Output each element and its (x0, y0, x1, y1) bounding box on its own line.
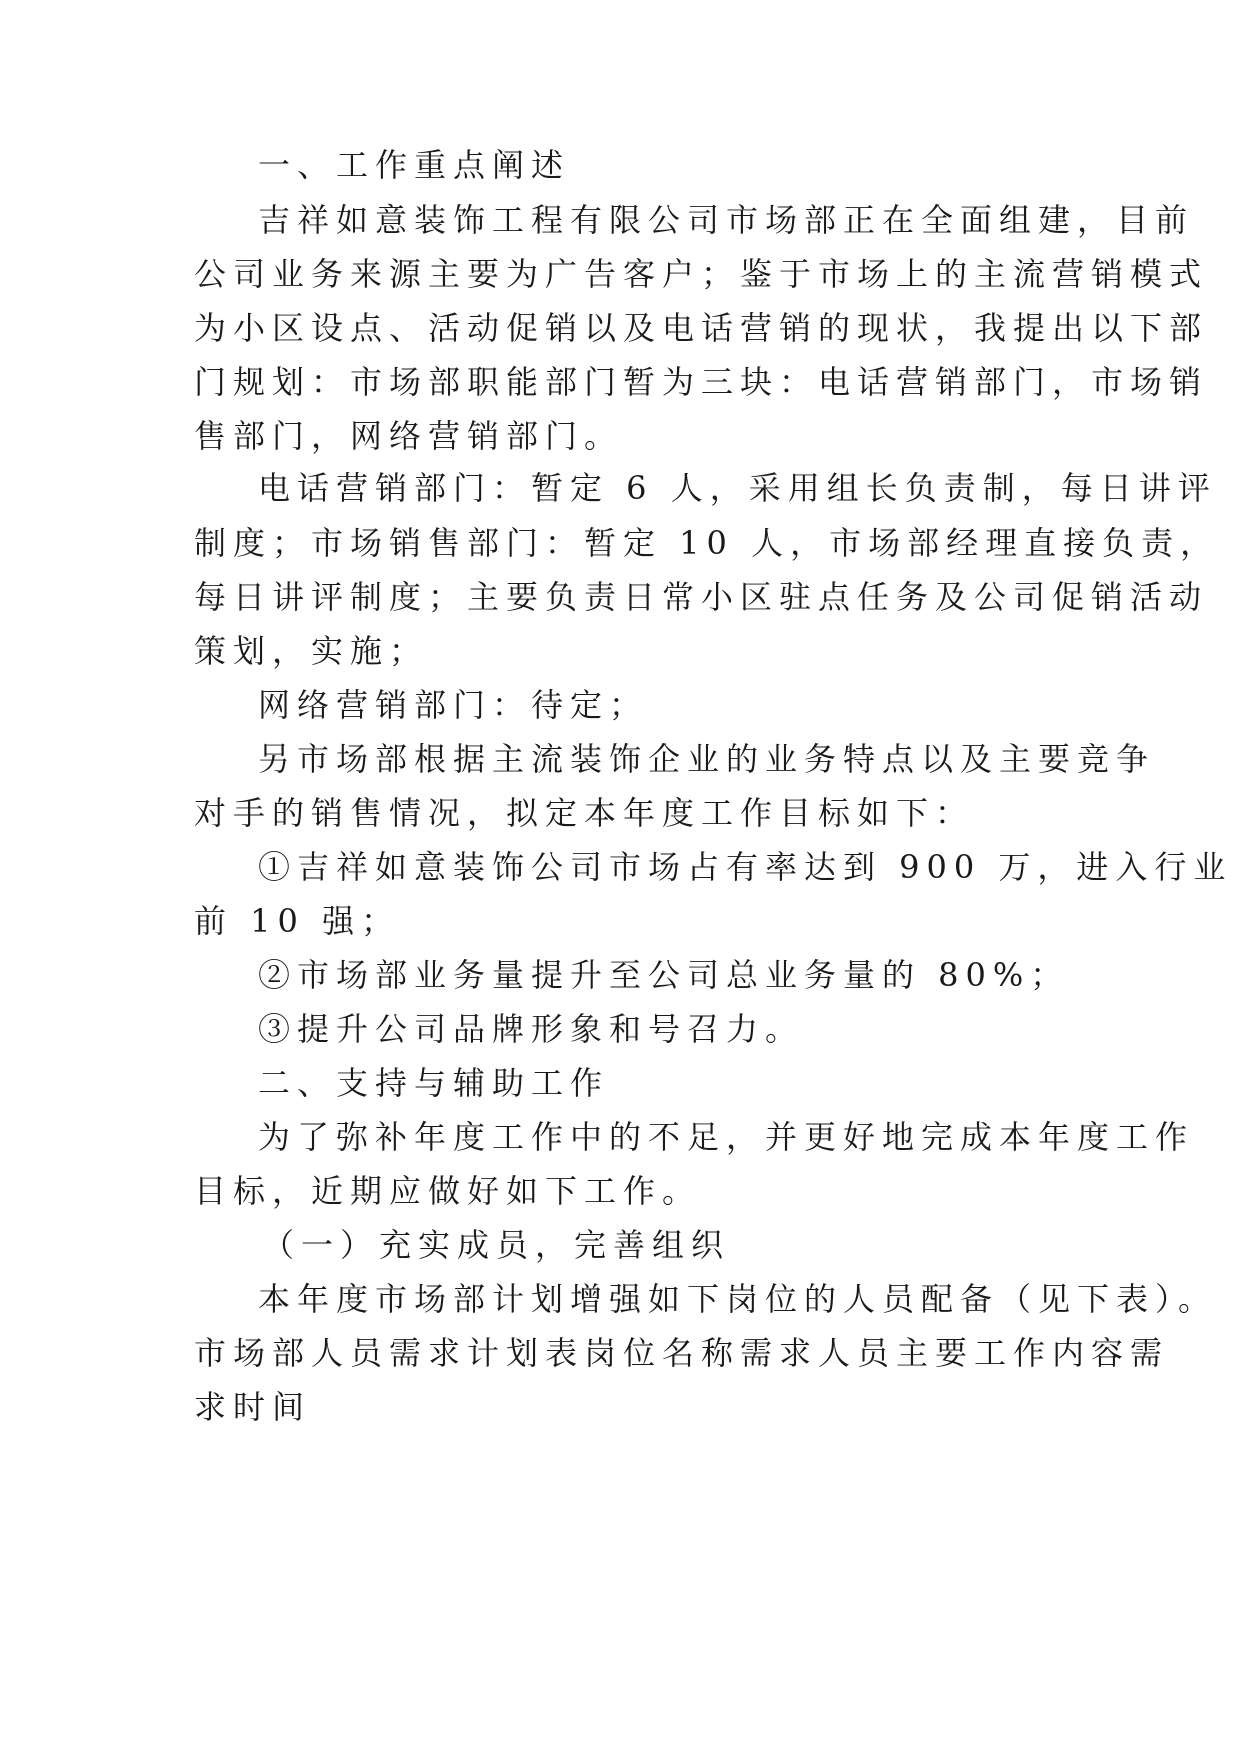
paragraph-line: 公司业务来源主要为广告客户；鉴于市场上的主流营销模式 (194, 255, 1209, 293)
paragraph-line: 门规划：市场部职能部门暂为三块：电话营销部门，市场销 (194, 363, 1209, 401)
goal-item-2: ②市场部业务量提升至公司总业务量的 80%； (258, 956, 1070, 994)
paragraph-line: 市场部人员需求计划表岗位名称需求人员主要工作内容需 (194, 1334, 1170, 1372)
paragraph-line: 目标，近期应做好如下工作。 (194, 1172, 702, 1210)
subsection-heading: （一）充实成员，完善组织 (262, 1226, 731, 1264)
paragraph-line: 吉祥如意装饰工程有限公司市场部正在全面组建，目前 (258, 201, 1195, 239)
paragraph-line: 网络营销部门：待定； (258, 686, 649, 724)
paragraph-line: 售部门，网络营销部门。 (194, 417, 624, 455)
section-heading-1: 一、工作重点阐述 (258, 146, 571, 184)
paragraph-line: 电话营销部门：暂定 6 人，采用组长负责制，每日讲评 (258, 469, 1217, 507)
section-heading-2: 二、支持与辅助工作 (258, 1064, 610, 1102)
paragraph-line: 前 10 强； (194, 902, 401, 940)
paragraph-line: 为了弥补年度工作中的不足，并更好地完成本年度工作 (258, 1118, 1195, 1156)
goal-item-3: ③提升公司品牌形象和号召力。 (258, 1010, 805, 1048)
paragraph-line: 求时间 (194, 1388, 312, 1426)
paragraph-line: 策划，实施； (194, 632, 429, 670)
paragraph-line: 对手的销售情况，拟定本年度工作目标如下： (194, 794, 975, 832)
paragraph-line: 另市场部根据主流装饰企业的业务特点以及主要竞争 (258, 740, 1156, 778)
goal-item-1: ①吉祥如意装饰公司市场占有率达到 900 万，进入行业 (258, 848, 1233, 886)
paragraph-line: 每日讲评制度；主要负责日常小区驻点任务及公司促销活动 (194, 578, 1209, 616)
paragraph-line: 为小区设点、活动促销以及电话营销的现状，我提出以下部 (194, 309, 1209, 347)
paragraph-line: 制度；市场销售部门：暂定 10 人，市场部经理直接负责， (194, 524, 1220, 562)
paragraph-line: 本年度市场部计划增强如下岗位的人员配备（见下表）。 (258, 1280, 1218, 1318)
